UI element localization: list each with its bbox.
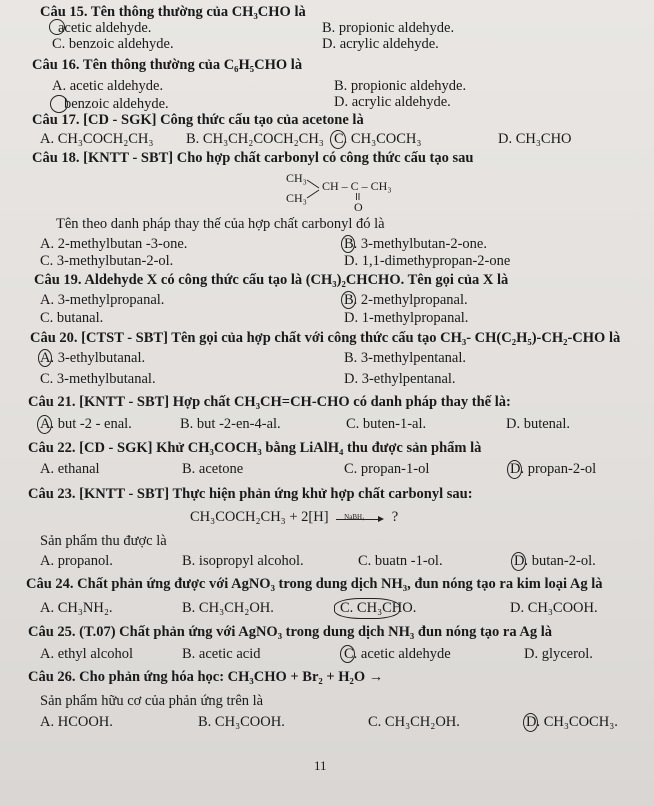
q15-option-a: acetic aldehyde. — [58, 20, 151, 37]
q16-option-b: B. propionic aldehyde. — [334, 78, 467, 94]
q23-question: Sản phẩm thu được là — [40, 533, 167, 549]
q24-option-b: B. CH₃CH₂OH. — [182, 600, 274, 616]
q24-option-c: C. CH₃CHO. — [340, 600, 416, 617]
q19-option-c: C. butanal. — [40, 310, 104, 326]
q22-option-a: A. ethanal — [40, 461, 100, 477]
q23-equation — [190, 509, 398, 526]
answer-circle — [50, 95, 68, 113]
q23-option-b: B. isopropyl alcohol. — [182, 553, 304, 569]
q23-option-c: C. buatn -1-ol. — [358, 553, 443, 569]
q17-option-a: A. CH₃COCH₂CH₃ — [40, 131, 154, 147]
q17-option-b: B. CH₃CH₂COCH₂CH₃ — [186, 131, 324, 147]
q21-title: Câu 21. [KNTT - SBT] Hợp chất CH₃CH=CH-CHO có danh pháp thay thế là: — [28, 394, 511, 410]
q16-option-d: D. acrylic aldehyde. — [334, 94, 451, 110]
oxygen-label: O — [354, 200, 363, 214]
reaction-arrow — [336, 513, 384, 523]
q20-title: Câu 20. [CTST - SBT] Tên gọi của hợp chất với công thức cấu tạo CH₃- CH(C₂H₅)-CH₂-CHO là — [30, 330, 621, 346]
q18-option-c: C. 3-methylbutan-2-ol. — [40, 253, 174, 269]
q25-option-b: B. acetic acid — [182, 646, 261, 662]
q16-title: Câu 16. Tên thông thường của C₆H₅CHO là — [32, 57, 303, 73]
q20-option-a: A. 3-ethylbutanal. — [40, 350, 146, 366]
q18-title: Câu 18. [KNTT - SBT] Cho hợp chất carbonyl có công thức cấu tạo sau — [32, 150, 474, 166]
q19-title: Câu 19. Aldehyde X có công thức cấu tạo là (CH₃)₂CHCHO. Tên gọi của X là — [34, 272, 509, 288]
answer-circle — [334, 598, 400, 619]
q24-option-d: D. CH₃COOH. — [510, 600, 598, 616]
answer-circle — [341, 291, 356, 309]
q23-option-a: A. propanol. — [40, 553, 113, 569]
branch-bonds — [304, 176, 324, 202]
answer-circle — [37, 415, 52, 434]
methyl-top-label: CH₃ — [286, 171, 307, 185]
q26-option-c: C. CH₃CH₂OH. — [368, 714, 460, 730]
q15-title: Câu 15. Tên thông thường của CH₃CHO là — [40, 4, 306, 20]
q15-option-d: D. acrylic aldehyde. — [322, 36, 439, 52]
q22-title: Câu 22. [CD - SGK] Khử CH₃COCH₃ bằng LiAlH₄ thu được sản phẩm là — [28, 440, 482, 456]
q17-option-c: C. CH₃COCH₃ — [334, 131, 421, 148]
answer-circle — [507, 460, 522, 479]
answer-circle — [511, 552, 526, 571]
q18-question: Tên theo danh pháp thay thế của hợp chất carbonyl đó là — [56, 216, 385, 232]
methyl-bottom-label: CH₃ — [286, 191, 307, 205]
q25-option-a: A. ethyl alcohol — [40, 646, 134, 662]
q25-option-c: C. acetic aldehyde — [344, 646, 451, 663]
answer-circle — [330, 130, 346, 149]
q20-option-b: B. 3-methylpentanal. — [344, 350, 467, 366]
q18-option-a: A. 2-methylbutan -3-one. — [40, 236, 188, 252]
q21-option-d: D. butenal. — [506, 416, 571, 432]
q25-title: Câu 25. (T.07) Chất phản ứng với AgNO₃ trong dung dịch NH₃ đun nóng tạo ra Ag là — [28, 624, 553, 640]
q26-option-d: D. CH₃COCH₃. — [526, 714, 618, 731]
q19-option-d: D. 1-methylpropanal. — [344, 310, 469, 326]
q17-title: Câu 17. [CD - SGK] Công thức cấu tạo của acetone là — [32, 112, 364, 128]
q17-option-d: D. CH₃CHO — [498, 131, 572, 147]
answer-circle — [38, 349, 52, 367]
q20-option-d: D. 3-ethylpentanal. — [344, 371, 456, 387]
q20-option-c: C. 3-methylbutanal. — [40, 371, 156, 387]
q21-option-a: A. but -2 - enal. — [40, 416, 132, 433]
q21-option-b: B. but -2-en-4-al. — [180, 416, 281, 432]
q24-option-a: A. CH₃NH₂. — [40, 600, 113, 616]
q15-option-c: C. benzoic aldehyde. — [52, 36, 174, 52]
q18-option-d: D. 1,1-dimethypropan-2-one — [344, 253, 511, 269]
carbon-chain: CH – C – CH₃ — [322, 179, 392, 193]
q23-title: Câu 23. [KNTT - SBT] Thực hiện phản ứng khử hợp chất carbonyl sau: — [28, 486, 473, 502]
q19-option-b: B. 2-methylpropanal. — [344, 292, 468, 309]
equation-reactants: CH₃COCH₂CH₃ + 2[H] — [190, 509, 329, 525]
q22-option-c: C. propan-1-ol — [344, 461, 430, 477]
q18-option-b: B. 3-methylbutan-2-one. — [344, 236, 487, 253]
q22-option-b: B. acetone — [182, 461, 244, 477]
page-number: 11 — [314, 758, 327, 773]
q23-option-d: D. butan-2-ol. — [514, 553, 596, 570]
q26-title: Câu 26. Cho phản ứng hóa học: CH₃CHO + Br₂ + H₂O → — [28, 669, 384, 685]
q15-option-b: B. propionic aldehyde. — [322, 20, 455, 36]
q16-option-a: A. acetic aldehyde. — [52, 78, 164, 94]
q16-option-c: benzoic aldehyde. — [64, 96, 169, 113]
q26-question: Sản phẩm hữu cơ của phản ứng trên là — [40, 693, 264, 709]
answer-circle — [523, 713, 538, 732]
answer-circle — [340, 645, 355, 663]
q24-title: Câu 24. Chất phản ứng được với AgNO₃ trong dung dịch NH₃, đun nóng tạo ra kim loại Ag là — [26, 576, 603, 592]
q21-option-c: C. buten-1-al. — [346, 416, 427, 432]
answer-circle — [341, 235, 355, 253]
q26-option-a: A. HCOOH. — [40, 714, 113, 730]
equation-product: ? — [391, 509, 399, 525]
arrow-reagent-label: NaBH₄ — [344, 512, 365, 521]
q22-option-d: D. propan-2-ol — [510, 461, 596, 478]
answer-circle — [49, 19, 65, 35]
q19-option-a: A. 3-methylpropanal. — [40, 292, 165, 308]
q25-option-d: D. glycerol. — [524, 646, 593, 662]
q26-option-b: B. CH₃COOH. — [198, 714, 285, 730]
